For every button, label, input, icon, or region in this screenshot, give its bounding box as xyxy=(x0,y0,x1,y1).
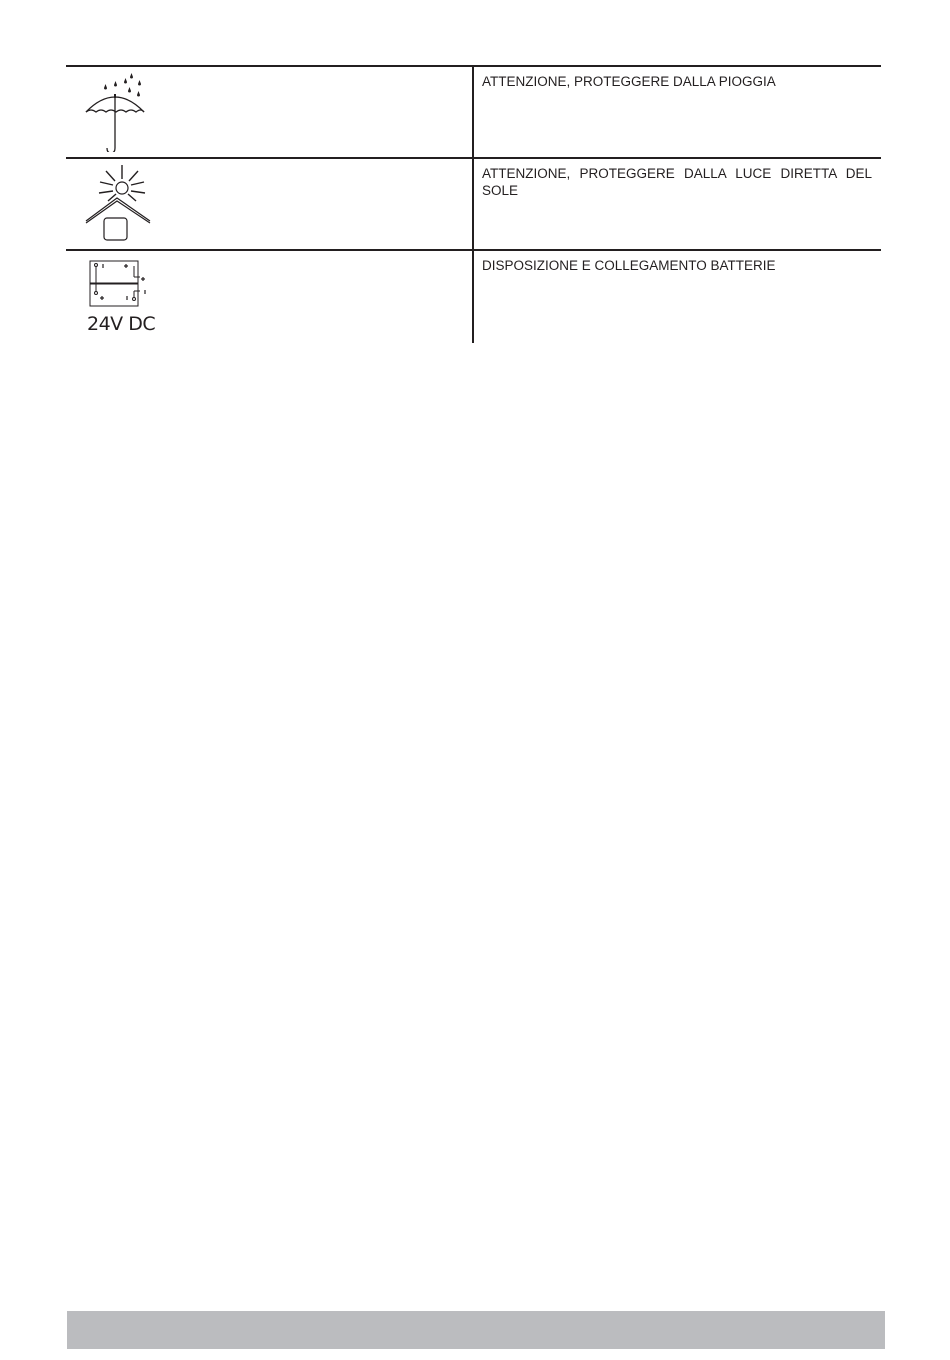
symbol-description: DISPOSIZIONE E COLLEGAMENTO BATTERIE xyxy=(482,258,776,273)
battery-connection-icon xyxy=(89,260,155,308)
footer-bar xyxy=(67,1311,885,1349)
table-row xyxy=(66,249,881,343)
voltage-label: 24V DC xyxy=(87,313,156,335)
symbol-description: ATTENZIONE, PROTEGGERE DALLA LUCE DIRETTA DEL SOLE xyxy=(482,166,872,198)
symbol-cell xyxy=(66,159,474,249)
symbol-cell xyxy=(66,251,474,343)
symbol-table xyxy=(66,65,881,343)
umbrella-rain-icon xyxy=(84,72,149,152)
symbol-description: ATTENZIONE, PROTEGGERE DALLA PIOGGIA xyxy=(482,74,776,89)
table-row xyxy=(66,157,881,249)
sun-house-icon xyxy=(84,165,154,243)
table-row xyxy=(66,65,881,157)
symbol-cell xyxy=(66,67,474,157)
